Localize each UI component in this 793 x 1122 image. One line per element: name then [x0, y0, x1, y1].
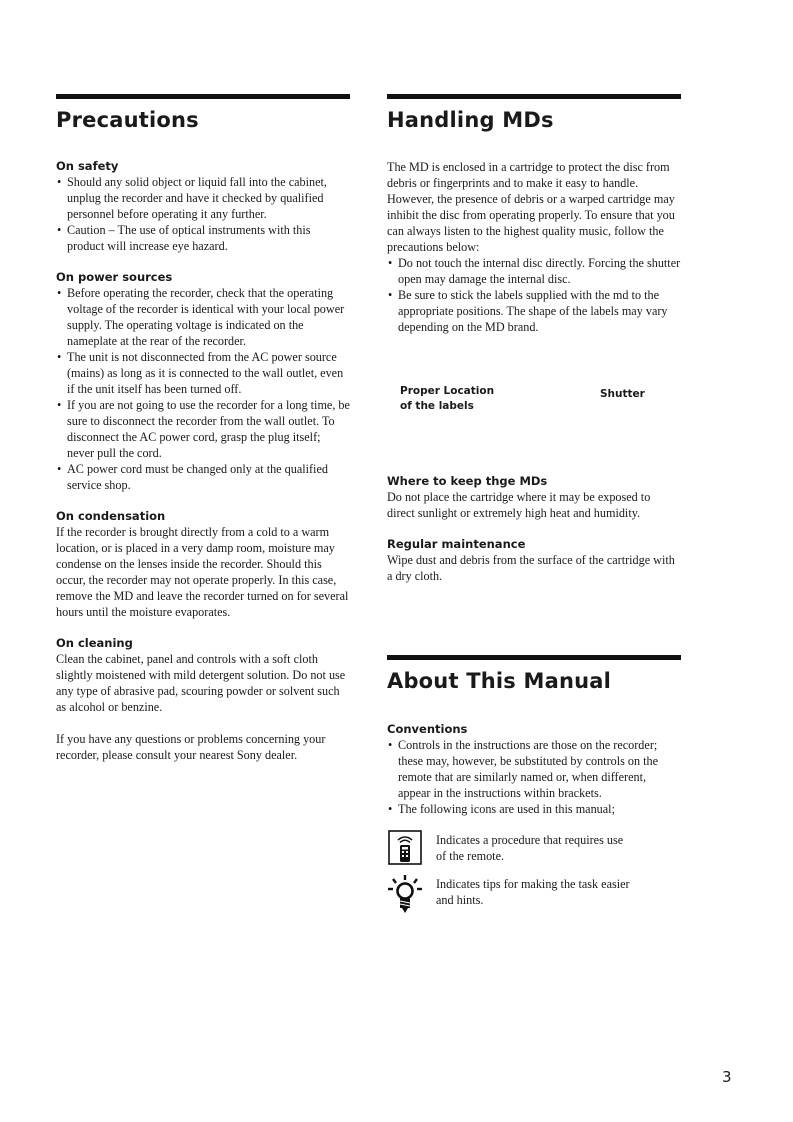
questions-text: If you have any questions or problems concerning your recorder, please consult your nearest Sony dealer. — [56, 732, 326, 762]
maintenance-text: Wipe dust and debris from the surface of the cartridge with a dry cloth. — [387, 553, 675, 583]
handling-intro: The MD is enclosed in a cartridge to protect the disc from debris or fingerprints and to make it easy to handle. However, the presence of debris or a warped cartridge may inhibit the disc from operating properly. To ensure that you can always listen to the highest quality music, follow the precautions below: — [387, 160, 675, 254]
manual-section — [387, 655, 681, 930]
list-item: • AC power cord must be changed only at the qualified service shop. — [56, 461, 350, 493]
precautions-column — [56, 94, 350, 763]
icon-legend — [387, 830, 681, 930]
keep-text: Do not place the cartridge where it may be exposed to direct sunlight or extremely high heat and humidity. — [387, 490, 651, 520]
manual-title: About This Manual — [387, 669, 612, 693]
figure-label-location — [400, 384, 494, 414]
section-rule — [387, 94, 681, 99]
list-item: • If you are not going to use the recorder for a long time, be sure to disconnect the recorder from the wall outlet. To disconnect the AC power cord, grasp the plug itself; never pull the cord. — [56, 397, 350, 461]
remote-icon — [388, 830, 422, 865]
conventions-heading: Conventions — [387, 722, 468, 736]
section-rule — [56, 94, 350, 99]
list-item: • Be sure to stick the labels supplied with the md to the appropriate positions. The shape of the labels may vary depending on the MD brand. — [387, 287, 681, 335]
page-number: 3 — [722, 1068, 732, 1086]
conventions-list — [387, 737, 681, 817]
md-label-figure — [387, 335, 681, 473]
precautions-title: Precautions — [56, 108, 199, 132]
safety-list — [56, 174, 350, 254]
keep-heading: Where to keep thge MDs — [387, 474, 548, 488]
power-heading: On power sources — [56, 270, 173, 284]
handling-title: Handling MDs — [387, 108, 554, 132]
figure-label-location-line: Proper Location — [400, 385, 495, 397]
cleaning-heading: On cleaning — [56, 636, 133, 650]
list-item: • Controls in the instructions are those on the recorder; these may, however, be substituted by controls on the remote that are similarly named or, when different, appear in the instructions within brackets. — [387, 737, 681, 801]
power-list — [56, 285, 350, 493]
list-item: • Should any solid object or liquid fall into the cabinet, unplug the recorder and have it checked by qualified personnel before operating it any further. — [56, 174, 350, 222]
tip-icon-description: Indicates tips for making the task easier and hints. — [436, 877, 630, 907]
figure-label-location-line: of the labels — [400, 400, 474, 412]
maintenance-heading: Regular maintenance — [387, 537, 526, 551]
list-item: • Before operating the recorder, check that the operating voltage of the recorder is identical with your local power supply. The operating voltage is indicated on the nameplate at the rear of the recorder. — [56, 285, 350, 349]
condensation-heading: On condensation — [56, 509, 166, 523]
handling-list — [387, 255, 681, 335]
list-item: • The following icons are used in this manual; — [387, 801, 681, 817]
tip-bulb-icon — [387, 874, 423, 914]
list-item: • Do not touch the internal disc directly. Forcing the shutter open may damage the internal disc. — [387, 255, 681, 287]
list-item: • Caution – The use of optical instruments with this product will increase eye hazard. — [56, 222, 350, 254]
cleaning-text: Clean the cabinet, panel and controls with a soft cloth slightly moistened with mild detergent solution. Do not use any type of abrasive pad, scouring powder or solvent such as alcohol or benzine. — [56, 652, 346, 714]
condensation-text: If the recorder is brought directly from a cold to a warm location, or is placed in a very damp room, moisture may condense on the lenses inside the recorder. Should this occur, the recorder may not operate properly. In this case, remove the MD and leave the recorder turned on for several hours until the moisture evaporates. — [56, 525, 349, 619]
figure-label-shutter: Shutter — [600, 388, 645, 400]
handling-column — [387, 94, 681, 584]
remote-icon-description: Indicates a procedure that requires use of the remote. — [436, 833, 624, 863]
section-rule — [387, 655, 681, 660]
list-item: • The unit is not disconnected from the AC power source (mains) as long as it is connected to the wall outlet, even if the unit itself has been turned off. — [56, 349, 350, 397]
safety-heading: On safety — [56, 159, 119, 173]
